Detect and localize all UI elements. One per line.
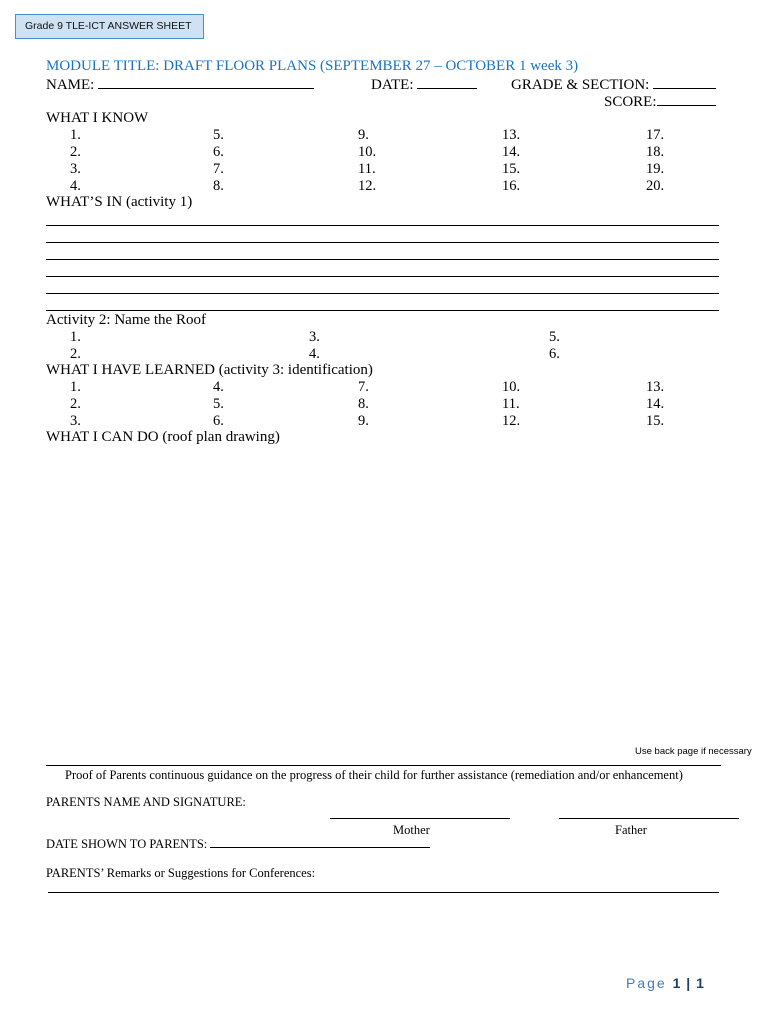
proof-text: Proof of Parents continuous guidance on the progress of their child for further assistance (remediation and/or enhancement) [65, 768, 683, 782]
answer-number: 1. [70, 329, 81, 345]
answer-number: 4. [309, 346, 320, 362]
page-separator: | [686, 975, 691, 991]
activity2-heading: Activity 2: Name the Roof [46, 312, 206, 328]
answer-number: 19. [646, 161, 665, 177]
what-i-can-do-heading: WHAT I CAN DO (roof plan drawing) [46, 429, 280, 445]
date-shown-blank[interactable] [210, 837, 430, 848]
answer-number: 11. [358, 161, 376, 177]
page-current: 1 [672, 975, 681, 991]
answer-number: 8. [358, 396, 369, 412]
answer-number: 15. [502, 161, 521, 177]
answer-number: 5. [549, 329, 560, 345]
date-shown-field[interactable] [46, 837, 430, 852]
date-label: DATE: [371, 77, 414, 93]
father-signature-line[interactable] [559, 818, 739, 819]
answer-number: 13. [502, 127, 521, 143]
answer-number: 3. [70, 161, 81, 177]
page-total: 1 [696, 975, 704, 991]
answer-number: 17. [646, 127, 665, 143]
answer-number: 1. [70, 379, 81, 395]
answer-number: 6. [213, 144, 224, 160]
answer-number: 8. [213, 178, 224, 194]
remarks-line[interactable] [48, 892, 719, 893]
answer-line[interactable] [46, 310, 719, 311]
mother-signature-line[interactable] [330, 818, 510, 819]
answer-number: 4. [213, 379, 224, 395]
answer-line[interactable] [46, 242, 719, 243]
answer-line[interactable] [46, 276, 719, 277]
answer-number: 4. [70, 178, 81, 194]
name-label: NAME: [46, 77, 95, 93]
answer-number: 2. [70, 144, 81, 160]
score-blank[interactable] [657, 93, 716, 106]
father-label: Father [615, 823, 647, 837]
parents-name-signature-label: PARENTS NAME AND SIGNATURE: [46, 795, 246, 809]
answer-sheet-tag: Grade 9 TLE-ICT ANSWER SHEET [15, 14, 204, 39]
what-i-have-learned-heading: WHAT I HAVE LEARNED (activity 3: identification) [46, 362, 373, 378]
answer-line[interactable] [46, 259, 719, 260]
answer-number: 7. [213, 161, 224, 177]
answer-number: 11. [502, 396, 520, 412]
score-field[interactable] [604, 93, 716, 111]
what-i-know-heading: WHAT I KNOW [46, 110, 149, 126]
grade-section-label: GRADE & SECTION: [511, 77, 650, 93]
answer-number: 14. [502, 144, 521, 160]
answer-number: 15. [646, 413, 665, 429]
answer-number: 12. [502, 413, 521, 429]
answer-number: 3. [70, 413, 81, 429]
answer-number: 9. [358, 127, 369, 143]
name-blank[interactable] [98, 76, 314, 89]
score-label: SCORE: [604, 94, 657, 110]
answer-number: 18. [646, 144, 665, 160]
name-field[interactable] [46, 76, 314, 94]
date-shown-label: DATE SHOWN TO PARENTS: [46, 837, 208, 851]
answer-number: 20. [646, 178, 665, 194]
module-title: MODULE TITLE: DRAFT FLOOR PLANS (SEPTEMBER 27 – OCTOBER 1 week 3) [46, 58, 579, 74]
answer-number: 12. [358, 178, 377, 194]
page-number [626, 975, 704, 991]
answer-number: 10. [502, 379, 521, 395]
answer-number: 1. [70, 127, 81, 143]
answer-number: 16. [502, 178, 521, 194]
back-page-note: Use back page if necessary [635, 746, 752, 757]
answer-number: 10. [358, 144, 377, 160]
drawing-area[interactable] [46, 450, 719, 735]
answer-number: 6. [213, 413, 224, 429]
grade-section-field[interactable] [511, 76, 716, 94]
mother-label: Mother [393, 823, 430, 837]
answer-number: 7. [358, 379, 369, 395]
section-divider [46, 765, 721, 766]
page-word: Page [626, 975, 667, 991]
answer-number: 5. [213, 396, 224, 412]
answer-line[interactable] [46, 225, 719, 226]
answer-number: 3. [309, 329, 320, 345]
date-field[interactable] [371, 76, 477, 94]
answer-number: 2. [70, 346, 81, 362]
answer-number: 5. [213, 127, 224, 143]
date-blank[interactable] [417, 76, 477, 89]
answer-number: 6. [549, 346, 560, 362]
grade-section-blank[interactable] [653, 76, 716, 89]
answer-number: 2. [70, 396, 81, 412]
answer-number: 14. [646, 396, 665, 412]
remarks-label: PARENTS’ Remarks or Suggestions for Conferences: [46, 866, 316, 880]
answer-number: 13. [646, 379, 665, 395]
answer-number: 9. [358, 413, 369, 429]
answer-line[interactable] [46, 293, 719, 294]
whats-in-heading: WHAT’S IN (activity 1) [46, 194, 193, 210]
